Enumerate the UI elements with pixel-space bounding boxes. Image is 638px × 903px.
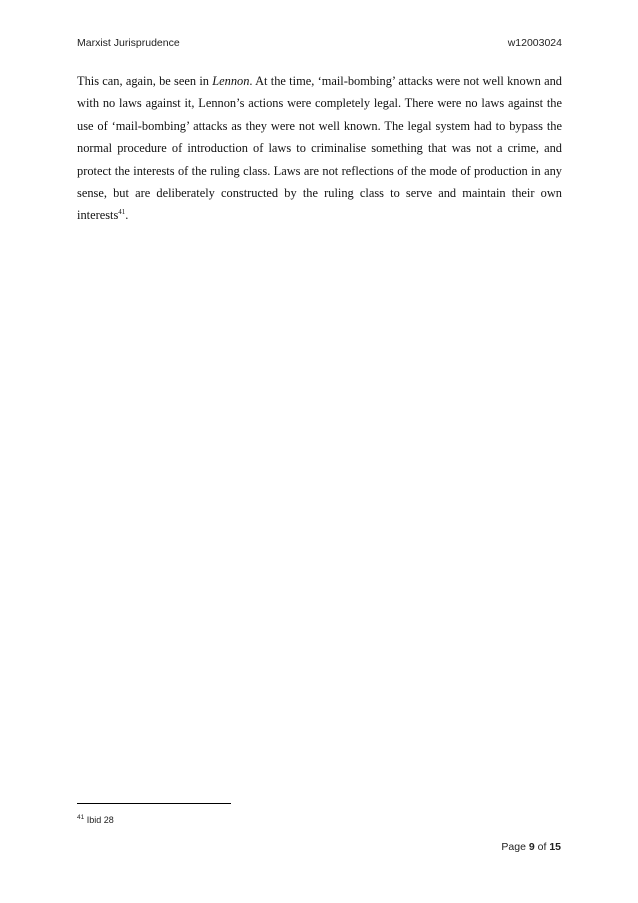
page-footer <box>501 841 561 853</box>
case-name: Lennon <box>212 74 250 88</box>
of-label: of <box>534 841 550 853</box>
paragraph-text: . At the time, ‘mail-bombing’ attacks were not well known and with no laws against it, Lennon’s actions were completely legal. There were no laws against the use of ‘mail-bombing’ attacks as they were not well known. The legal system had to bypass the normal procedure of introduction of laws to criminalise something that was not a crime, and protect the interests of the ruling class. Laws are not reflections of the mode of production in any sense, but are deliberately constructed by the ruling class to serve and maintain their own interests <box>77 74 562 223</box>
document-title: Marxist Jurisprudence <box>77 37 180 49</box>
footnote-text: Ibid 28 <box>86 815 114 825</box>
paragraph-end: . <box>125 208 129 223</box>
paragraph-text: This can, again, be seen in <box>77 74 213 88</box>
paragraph <box>77 70 562 227</box>
total-pages: 15 <box>549 841 561 853</box>
page-header <box>77 37 562 49</box>
student-id: w12003024 <box>507 37 562 49</box>
page-number: 9 <box>528 841 535 853</box>
footnote <box>77 814 114 825</box>
body-text <box>77 70 562 227</box>
footnote-divider <box>77 803 231 804</box>
footnote-reference[interactable]: 41 <box>118 208 126 217</box>
page-label: Page <box>501 841 529 853</box>
footnote-number: 41 <box>77 814 85 821</box>
